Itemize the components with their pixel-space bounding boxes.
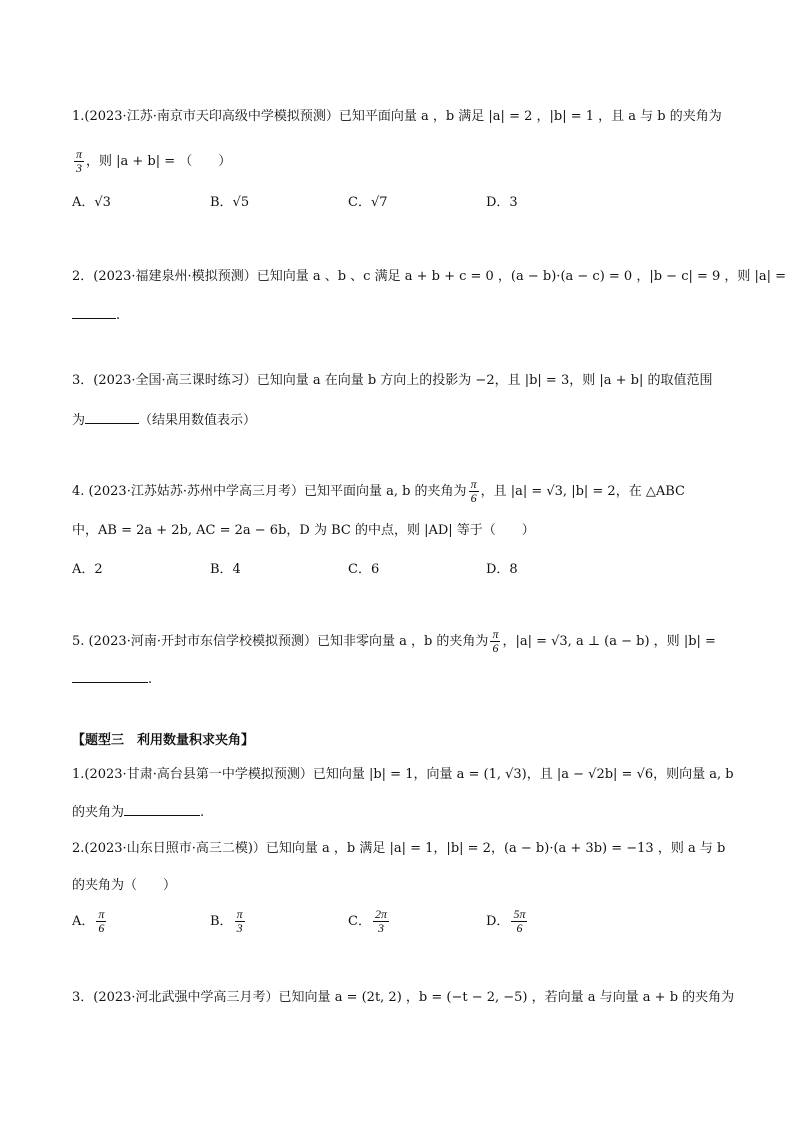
q5-fraction: $\frac{\pi}{6}$ <box>492 627 499 655</box>
q1-option-b: B．√5 <box>210 195 250 210</box>
q1-fraction: $\frac{\pi}{3}$ <box>76 147 83 175</box>
q1-option-a: A．√3 <box>72 195 111 210</box>
q4-option-d: D．8 <box>486 562 518 577</box>
q4-option-c: C．6 <box>348 562 380 577</box>
s1-line1: 1.(2023·甘肃·高台县第一中学模拟预测）已知向量 |b| = 1，向量 a = (1, √3)，且 |a − √2b| = √6，则向量 a, b <box>72 767 734 782</box>
q2-line2: . <box>72 306 120 325</box>
s2-line2: 的夹角为（ ） <box>72 878 177 893</box>
s2-option-b: B． $\frac{\pi}{3}$ <box>210 907 243 935</box>
s2-option-a: A． $\frac{\pi}{6}$ <box>72 907 105 935</box>
q1-option-c: C．√7 <box>348 195 388 210</box>
q1-line2: $\frac{\pi}{3}$ ，则 |a + b| = （ ） <box>76 147 232 175</box>
s2-option-d: D． $\frac{5\pi}{6}$ <box>486 907 526 935</box>
q5-line2: . <box>72 670 152 689</box>
q3-answer-blank <box>85 411 139 424</box>
s1-answer-blank <box>124 803 200 816</box>
s1-line2: 的夹角为 . <box>72 805 205 820</box>
q1-line1: 1.(2023·江苏·南京市天印高级中学模拟预测）已知平面向量 a ，b 满足 |a| = 2 ，|b| = 1 ，且 a 与 b 的夹角为 <box>72 109 722 124</box>
q3-line2: 为 （结果用数值表示） <box>72 413 257 428</box>
s2-line1: 2.(2023·山东日照市·高三二模)）已知向量 a ，b 满足 |a| = 1，|b| = 2，(a − b)·(a + 3b) = −13 ，则 a 与 b <box>72 841 726 856</box>
q5-line1: 5. (2023·河南·开封市东信学校模拟预测）已知非零向量 a ，b 的夹角为 $\frac{\pi}{6}$ ，|a| = √3, a ⊥ (a − b) ，则 |b| = <box>72 627 716 655</box>
q4-line1: 4. (2023·江苏姑苏·苏州中学高三月考）已知平面向量 a, b 的夹角为 $\frac{\pi}{6}$ ，且 |a| = √3, |b| = 2，在 △ABC <box>72 477 685 505</box>
section-title: 【题型三 利用数量积求夹角】 <box>72 733 255 748</box>
q3-line1: 3．(2023·全国·高三课时练习）已知向量 a 在向量 b 方向上的投影为 −2，且 |b| = 3，则 |a + b| 的取值范围 <box>72 373 713 388</box>
q4-fraction: $\frac{\pi}{6}$ <box>470 477 477 505</box>
q4-line2: 中，AB = 2a + 2b, AC = 2a − 6b，D 为 BC 的中点，则 |AD| 等于（ ） <box>72 523 535 538</box>
q4-option-b: B．4 <box>210 562 241 577</box>
q4-option-a: A．2 <box>72 562 103 577</box>
s2-option-c: C． $\frac{2\pi}{3}$ <box>348 907 387 935</box>
s3-line1: 3．(2023·河北武强中学高三月考）已知向量 a = (2t, 2) ，b = (−t − 2, −5) ，若向量 a 与向量 a + b 的夹角为 <box>72 990 735 1005</box>
q2-answer-blank <box>72 306 116 319</box>
q2-line1: 2．(2023·福建泉州·模拟预测）已知向量 a 、b 、c 满足 a + b + c = 0 ，(a − b)·(a − c) = 0 ，|b − c| = 9 ，则 |a| = <box>72 269 787 284</box>
q5-answer-blank <box>72 670 148 683</box>
q1-option-d: D．3 <box>486 195 518 210</box>
